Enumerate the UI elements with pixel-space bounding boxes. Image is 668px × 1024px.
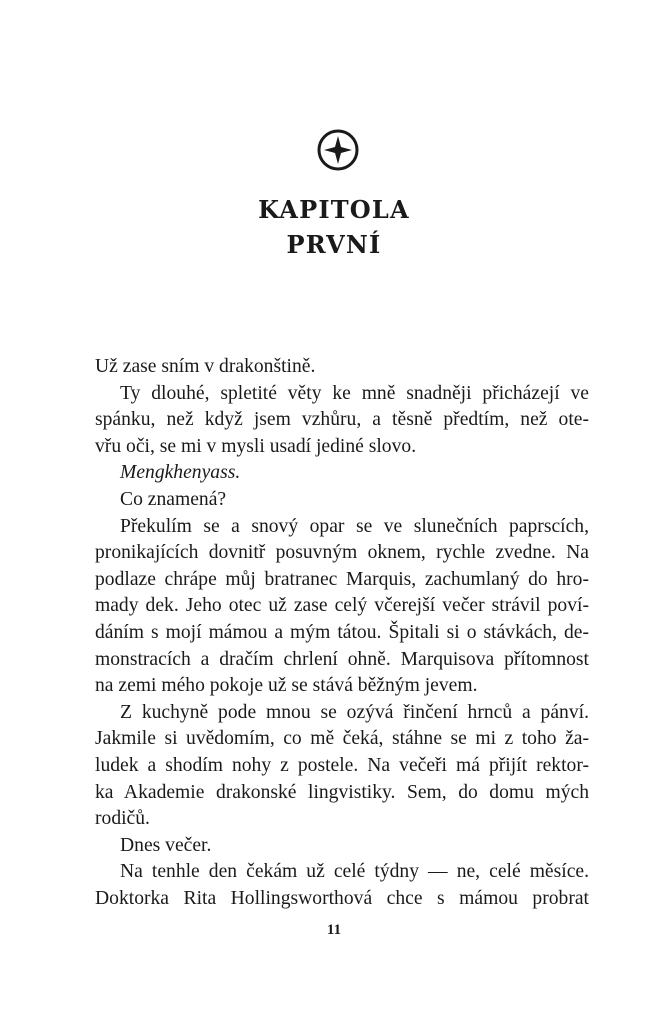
text-line: Překulím se a snový opar se ve slunečních paprscích,: [120, 515, 589, 537]
text-line: Dnes večer.: [120, 834, 212, 856]
compass-star-icon: [316, 128, 360, 172]
text-line: podlaze chrápe můj bratranec Marquis, zachumlaný do hro-: [95, 568, 589, 590]
text-line: na zemi mého pokoje už se stává běžným jevem.: [95, 675, 478, 697]
text-line: Mengkhenyass.: [120, 462, 241, 484]
body-text: [95, 354, 589, 912]
text-line: mady dek. Jeho otec už zase celý včerejší večer strávil poví-: [95, 595, 589, 617]
chapter-title: [0, 192, 668, 262]
text-line: Z kuchyně pode mnou se ozývá řinčení hrnců a pánví.: [120, 701, 589, 723]
text-line: Už zase sním v drakonštině.: [95, 356, 316, 377]
page-number: 11: [326, 922, 342, 938]
text-line: pronikajících dovnitř posuvným oknem, rychle zvedne. Na: [95, 542, 589, 564]
text-line: Na tenhle den čekám už celé týdny — ne, celé měsíce.: [120, 861, 589, 883]
text-line: monstracích a dračím chrlení ohně. Marquisova přítomnost: [95, 648, 589, 670]
text-line: spánku, než když jsem vzhůru, a těsně předtím, než ote-: [95, 409, 589, 431]
text-line: dáním s mojí mámou a mým tátou. Špitali si o stávkách, de-: [95, 621, 589, 643]
text-line: vřu oči, se mi v mysli usadí jediné slovo.: [95, 435, 417, 457]
text-line: rodičů.: [95, 808, 150, 830]
chapter-title-line-2: PRVNÍ: [286, 230, 382, 259]
text-line: Doktorka Rita Hollingsworthová chce s mámou probrat: [95, 887, 589, 909]
text-line: Co znamená?: [120, 488, 227, 510]
text-line: ka Akademie drakonské lingvistiky. Sem, do domu mých: [95, 781, 589, 803]
chapter-title-line-1: KAPITOLA: [258, 195, 410, 224]
text-line: ludek a shodím nohy z postele. Na večeři má přijít rektor-: [95, 754, 589, 776]
text-line: Ty dlouhé, spletité věty ke mně snadněji přicházejí ve: [120, 382, 589, 404]
text-line: Jakmile si uvědomím, co mě čeká, stáhne se mi z toho ža-: [95, 728, 589, 750]
